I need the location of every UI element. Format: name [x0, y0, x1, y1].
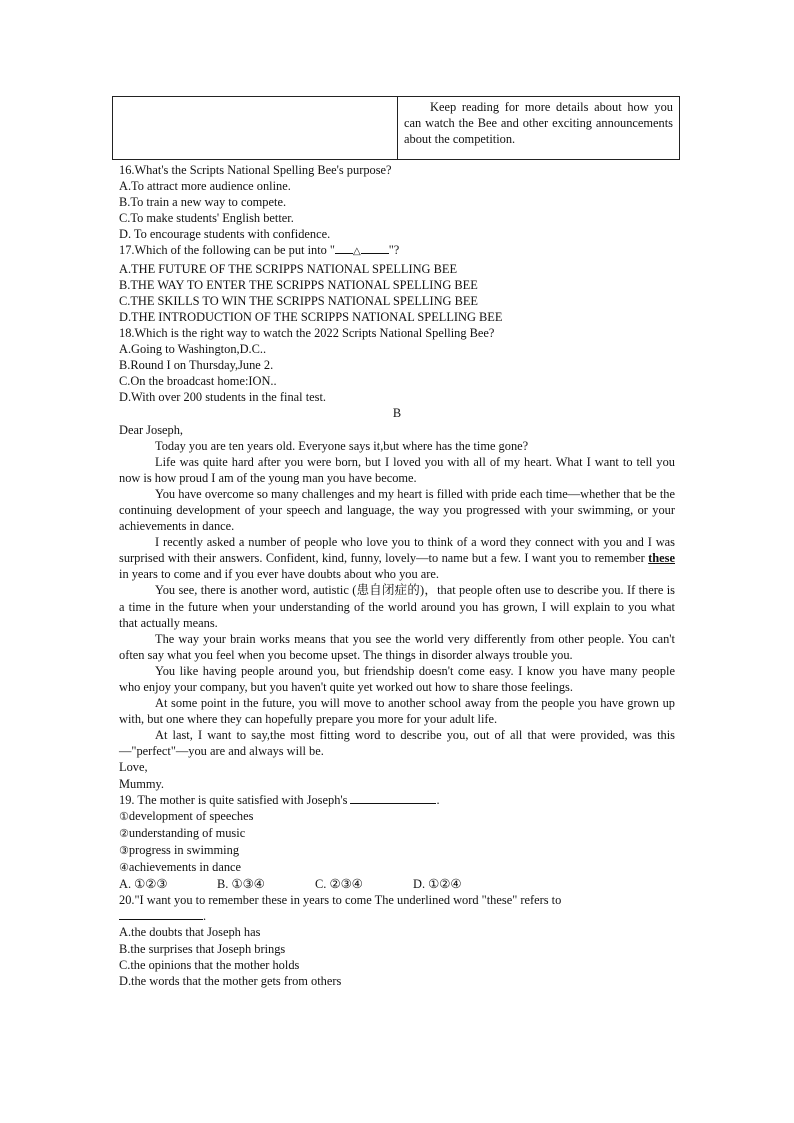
q17-triangle-mark: △: [353, 246, 361, 258]
q17-stem: [119, 242, 675, 260]
underlined-word-these: these: [648, 551, 675, 566]
q16-option-b: B.To train a new way to compete.: [119, 195, 287, 210]
q20-option-c: C.the opinions that the mother holds: [119, 957, 300, 972]
document-body: [119, 162, 675, 989]
q18-option-c: C.On the broadcast home:ION..: [119, 374, 277, 389]
q20-blank-line: .: [119, 908, 675, 924]
letter-paragraph-6: The way your brain works means that you see the world very differently from other people. You can't often say what you feel when you become upset. The things in disorder always trouble you.: [119, 631, 675, 662]
q16-option-a: A.To attract more audience online.: [119, 179, 291, 194]
q20-blank: [119, 908, 203, 920]
q19-item-2: [119, 825, 675, 842]
q17-stem-start: 17.Which of the following can be put into ": [119, 243, 335, 258]
section-heading-b: B: [392, 406, 402, 421]
q18-option-a: A.Going to Washington,D.C..: [119, 342, 267, 357]
letter-paragraph-9: At last, I want to say,the most fitting word to describe you, out of all that were provided, was this—"perfect"—you are and always will be.: [119, 728, 675, 759]
q17-option-b: B.THE WAY TO ENTER THE SCRIPPS NATIONAL SPELLING BEE: [119, 277, 478, 292]
info-table: [112, 96, 680, 160]
letter-paragraph-1: Today you are ten years old. Everyone says it,but where has the time gone?: [155, 438, 529, 453]
q18-option-b: B.Round I on Thursday,June 2.: [119, 358, 274, 373]
q17-option-a: A.THE FUTURE OF THE SCRIPPS NATIONAL SPELLING BEE: [119, 261, 458, 276]
q20-stem: 20."I want you to remember these in years to come The underlined word "these" refers to: [119, 893, 562, 908]
circled-number-4: ④: [119, 861, 129, 875]
q19-item-3-text: progress in swimming: [128, 842, 240, 857]
q19-options: [119, 876, 675, 892]
circled-number-2: ②: [119, 826, 129, 840]
q19-item-4-text: achievements in dance: [128, 860, 242, 875]
table-cell-empty: [113, 97, 398, 159]
q17-option-d: D.THE INTRODUCTION OF THE SCRIPPS NATIONAL SPELLING BEE: [119, 309, 503, 324]
q20-option-a: A.the doubts that Joseph has: [119, 925, 261, 940]
letter-paragraph-7: You like having people around you, but friendship doesn't come easy. I know you have many people who enjoy your company, but you haven't quite yet worked out how to share those feelings.: [119, 663, 675, 694]
q20-option-d: D.the words that the mother gets from others: [119, 973, 342, 988]
q20-option-b: B.the surprises that Joseph brings: [119, 941, 286, 956]
letter-paragraph-5: You see, there is another word, autistic (患自闭症的)，that people often use to describe you. If there is a time in the future when your understanding of the world around you has grown, I will explain to you what that actually means.: [119, 583, 675, 630]
q19-item-4: [119, 859, 675, 876]
table-cell-note: Keep reading for more details about how you can watch the Bee and other exciting announcements about the competition.: [404, 100, 673, 147]
circled-number-1: ①: [119, 809, 129, 823]
q19-item-1: [119, 808, 675, 825]
q18-stem: 18.Which is the right way to watch the 2022 Scripts National Spelling Bee?: [119, 325, 495, 340]
letter-salutation: Dear Joseph,: [119, 422, 183, 437]
q18-option-d: D.With over 200 students in the final test.: [119, 390, 327, 405]
q19-stem-text: 19. The mother is quite satisfied with Joseph's: [119, 792, 348, 807]
q19-option-b: B. ①③④: [217, 877, 265, 892]
circled-number-3: ③: [119, 843, 129, 857]
q17-blank-left: [335, 242, 353, 254]
letter-paragraph-2: Life was quite hard after you were born, but I loved you with all of my heart. What I want to tell you now is how proud I am of the young man you have become.: [119, 454, 675, 485]
letter-paragraph-4: [119, 534, 675, 582]
q16-option-c: C.To make students' English better.: [119, 211, 294, 226]
q19-item-3: [119, 842, 675, 859]
q17-blank-right: [361, 242, 389, 254]
q16-option-d: D. To encourage students with confidence.: [119, 227, 331, 242]
letter-closing: Love,: [119, 760, 148, 775]
q16-stem: 16.What's the Scripts National Spelling Bee's purpose?: [119, 163, 392, 177]
letter-signature: Mummy.: [119, 776, 164, 791]
q19-option-d: D. ①②④: [413, 877, 462, 892]
letter-paragraph-3: You have overcome so many challenges and my heart is filled with pride each time—whether that be the continuing development of your speech and language, the way you progressed with your swimming, or your achievements in dance.: [119, 486, 675, 534]
q19-option-a: A. ①②③: [119, 877, 168, 892]
q19-option-c: C. ②③④: [315, 877, 363, 892]
q17-stem-end: "?: [388, 243, 400, 258]
q19-item-2-text: understanding of music: [128, 825, 246, 840]
p4-text-end: in years to come and if you ever have doubts about who you are.: [119, 567, 439, 582]
p4-text-start: I recently asked a number of people who love you to think of a word they connect with you and I was surprised with their answers. Confident, kind, funny, lovely—to name but a few. I want you to remember: [119, 535, 675, 566]
q19-blank: [350, 792, 436, 804]
letter-paragraph-8: At some point in the future, you will move to another school away from the people you have grown up with, but one where they can hopefully prepare you more for your adult life.: [119, 696, 675, 727]
q19-stem: 19. The mother is quite satisfied with Joseph's .: [119, 792, 440, 807]
q17-option-c: C.THE SKILLS TO WIN THE SCRIPPS NATIONAL SPELLING BEE: [119, 293, 478, 308]
q19-item-1-text: development of speeches: [128, 808, 254, 823]
